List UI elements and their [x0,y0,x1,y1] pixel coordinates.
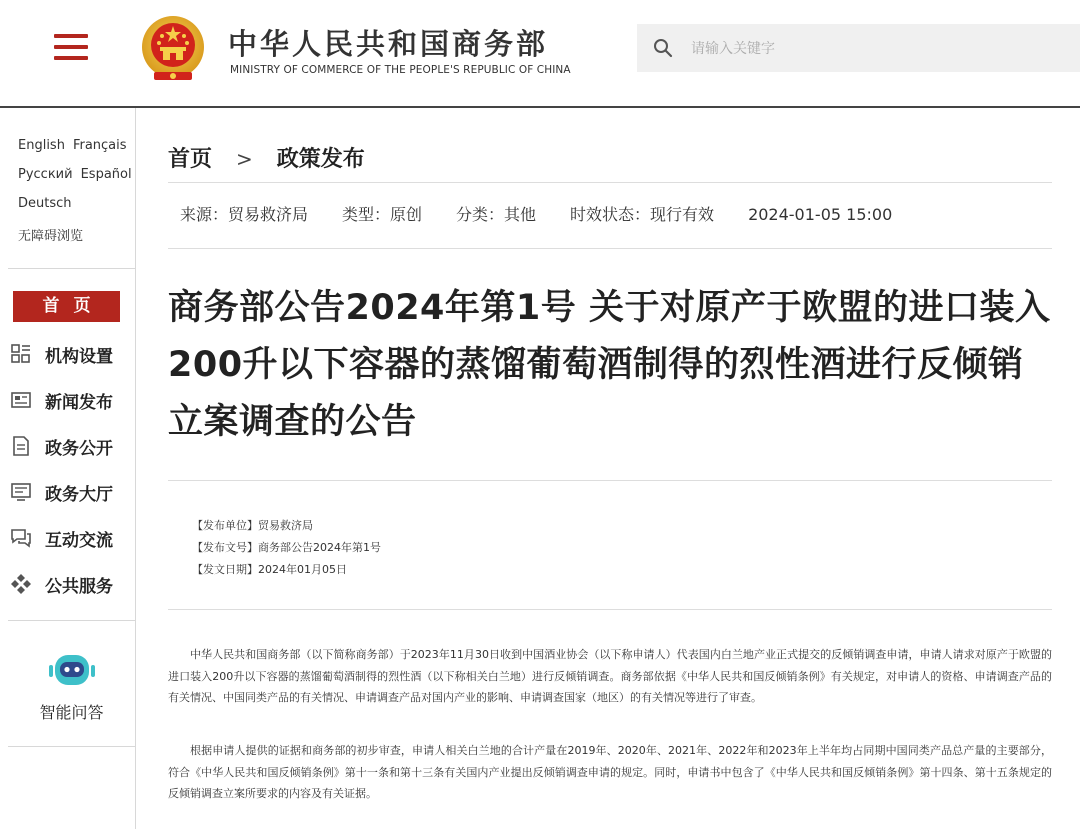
sidebar-item-service-hall[interactable] [10,479,130,505]
lang-russian[interactable]: Русский [18,167,73,182]
meta-category: 分类：其他 [456,205,537,224]
monitor-icon [10,481,32,503]
sidebar-item-government-affairs[interactable] [10,433,130,459]
sidebar-divider [8,746,135,747]
search-bar [637,24,1080,72]
menu-icon[interactable] [54,32,88,62]
chat-icon [10,527,32,549]
divider [168,248,1052,249]
meta-source: 来源：贸易救济局 [180,205,309,224]
sidebar-item-news[interactable] [10,387,130,413]
sidebar-item-label: 互动交流 [45,530,113,551]
sidebar-item-label: 新闻发布 [45,392,113,413]
site-header [0,0,1080,108]
sidebar-divider [8,620,135,621]
lang-french[interactable]: Français [72,138,127,153]
ministry-name-en: MINISTRY OF COMMERCE OF THE PEOPLE'S REPUBLIC OF CHINA [230,64,571,76]
sidebar-item-label: 公共服务 [45,576,113,597]
breadcrumb-current[interactable]: 政策发布 [276,147,365,172]
divider [168,480,1052,481]
language-row-3 [18,196,80,211]
sidebar-item-public-service[interactable] [10,571,130,597]
grid-icon [10,343,32,365]
national-emblem-logo[interactable] [140,14,206,84]
sidebar-item-label: 机构设置 [45,346,113,367]
lang-english[interactable]: English [18,138,65,153]
assistant-label[interactable]: 智能问答 [39,703,104,722]
breadcrumb-separator: > [236,147,253,171]
article-paragraph: 中华人民共和国商务部（以下简称商务部）于2023年11月30日收到中国酒业协会（以下称申请人）代表国内白兰地产业正式提交的反倾销调查申请，申请人请求对原产于欧盟的进口装入200升以下容器的蒸馏葡萄酒制得的烈性酒（以下称相关白兰地）进行反倾销调查。商务部依据《中华人民共和国反倾销条例》有关规定，对申请人的资格、申请调查产品的有关情况、中国同类产品的有关情况、申请调查产品对国内产业的影响、申请调查国家（地区）的有关情况等进行了审查。 [168,648,1052,704]
article-meta [180,202,926,225]
search-input[interactable] [689,24,1073,74]
diamond-icon [10,573,32,595]
meta-datetime: 2024-01-05 15:00 [748,205,893,224]
issuer-info: 【发布单位】贸易救济局 [192,519,313,532]
sidebar-home-button[interactable]: 首页 [13,291,120,322]
robot-assistant-icon[interactable] [47,651,97,689]
article-paragraph: 根据申请人提供的证据和商务部的初步审查，申请人相关白兰地的合计产量在2019年、2020年、2021年、2022年和2023年上半年均占同期中国同类产品总产量的主要部分，符合《中华人民共和国反倾销条例》第十一条和第十三条有关国内产业提出反倾销调查申请的规定。同时，申请书中包含了《中华人民共和国反倾销条例》第十四条、第十五条规定的反倾销调查立案所要求的内容及有关证据。 [168,744,1052,800]
meta-status: 时效状态：现行有效 [570,205,715,224]
meta-type: 类型：原创 [342,205,423,224]
search-icon[interactable] [653,38,673,58]
sidebar [8,108,136,829]
issue-date-info: 【发文日期】2024年01月05日 [192,563,347,576]
ministry-name-cn: 中华人民共和国商务部 [228,27,549,61]
doc-number-info: 【发布文号】商务部公告2024年第1号 [192,541,381,554]
divider [168,609,1052,610]
sidebar-item-label: 政务大厅 [45,484,113,505]
accessibility-link[interactable]: 无障碍浏览 [18,229,84,244]
breadcrumb-home[interactable]: 首页 [168,147,213,172]
document-icon [10,435,32,457]
lang-spanish[interactable]: Español [80,167,132,182]
divider [168,182,1052,183]
language-row-2 [18,167,140,182]
language-row-1 [18,138,135,153]
newspaper-icon [10,389,32,411]
sidebar-divider [8,268,135,269]
lang-german[interactable]: Deutsch [18,196,72,211]
breadcrumb [168,142,365,173]
sidebar-item-label: 政务公开 [45,438,113,459]
article-title: 商务部公告2024年第1号 关于对原产于欧盟的进口装入200升以下容器的蒸馏葡萄酒制得的烈性酒进行反倾销立案调查的公告 [168,288,1051,442]
sidebar-item-organization[interactable] [10,341,130,367]
sidebar-item-interaction[interactable] [10,525,130,551]
